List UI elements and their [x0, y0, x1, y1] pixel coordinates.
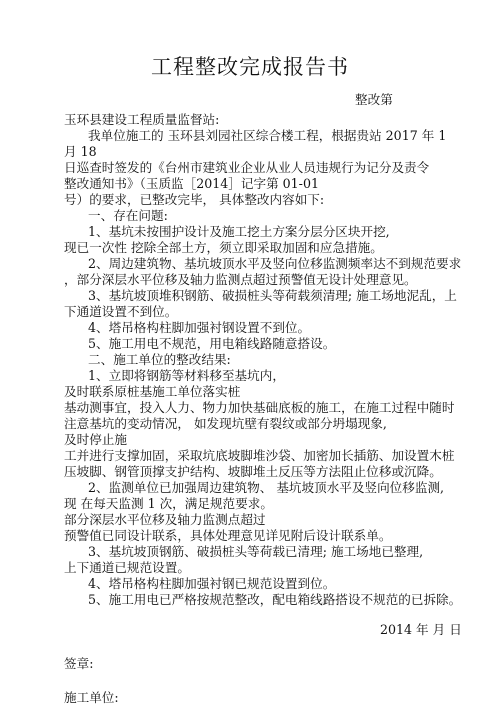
body-line: 及时停止施: [64, 432, 127, 447]
body-line: 2、周边建筑物、基坑坡顶水平及竖向位移监测频率达不到规范要求: [88, 256, 462, 271]
body-line: 预警值已同设计联系，具体处理意见详见附后设计联系单。: [64, 528, 392, 543]
body-line: 现已一次性 挖除全部土方，须立即采取加固和应急措施。: [64, 240, 383, 255]
body-line: 月 18: [64, 144, 97, 159]
body-line: 部分深层水平位移及轴力监测点超过: [64, 512, 266, 527]
body-line: 工并进行支撑加固，采取坑底坡脚堆沙袋、加密加长插筋、加设置木桩: [64, 448, 455, 463]
body-line: 5、施工用电不规范，用电箱线路随意搭设。: [88, 336, 336, 351]
body-line: 及时联系原桩基施工单位落实桩: [64, 384, 241, 399]
body-line: 号）的要求，已整改完毕， 具体整改内容如下:: [64, 192, 325, 207]
body-line: 4、塔吊格构柱脚加强衬钢设置不到位。: [88, 320, 311, 335]
body-line: 日巡查时签发的《台州市建筑业企业从业人员违规行为记分及责令: [64, 160, 430, 175]
section-heading: 一、存在问题:: [88, 208, 168, 223]
body-line: 整改通知书》（玉质监［2014］记字第 01-01: [64, 176, 319, 191]
body-line: 注意基坑的变动情况， 如发现坑壁有裂纹或部分坍塌现象,: [64, 416, 387, 431]
body-line: 下通道设置不到位。: [64, 304, 178, 319]
body-line: 2、监测单位已加强周边建筑物、 基坑坡顶水平及竖向位移监测,: [88, 480, 445, 495]
body-line: 我单位施工的 玉环县刘园社区综合楼工程，根据贵站 2017 年 1: [88, 128, 447, 143]
date-line: 2014 年 月 日: [380, 622, 462, 637]
construction-unit-label: 施工单位:: [64, 690, 119, 705]
body-line: 上下通道已规范设置。: [64, 560, 190, 575]
body-line: 3、基坑坡顶钢筋、破损桩头等荷载已清理; 施工场地已整理,: [88, 544, 424, 559]
body-line: 3、基坑坡顶堆积钢筋、破损桩头等荷载须清理; 施工场地泥乱，上: [88, 288, 457, 303]
document-title: 工程整改完成报告书: [151, 55, 349, 79]
body-line: 4、塔吊格构柱脚加强衬钢已规范设置到位。: [88, 576, 336, 591]
body-line: 5、施工用电已严格按规范整改，配电箱线路搭设不规范的已拆除。: [88, 592, 462, 607]
section-heading: 二、施工单位的整改结果:: [88, 352, 231, 367]
body-line: 1、基坑未按围护设计及施工挖土方案分层分区块开挖,: [88, 224, 390, 239]
body-line: 压坡脚、钢管顶撑支护结构、坡脚堆土反压等方法阻止位移或沉降。: [64, 464, 442, 479]
addressee: 玉环县建设工程质量监督站:: [64, 112, 220, 127]
body-line: 基动测事宜，投入人力、物力加快基础底板的施工，在施工过程中随时: [64, 400, 455, 415]
body-line: 现 在每天监测 1 次，满足规范要求。: [64, 496, 273, 511]
rectification-number-label: 整改第: [355, 92, 393, 107]
signature-label: 签章:: [64, 656, 94, 671]
body-line: 1、立即将钢筋等材料移至基坑内，: [88, 368, 285, 383]
body-line: ，部分深层水平位移及轴力监测点超过预警值无设计处理意见。: [64, 272, 417, 287]
